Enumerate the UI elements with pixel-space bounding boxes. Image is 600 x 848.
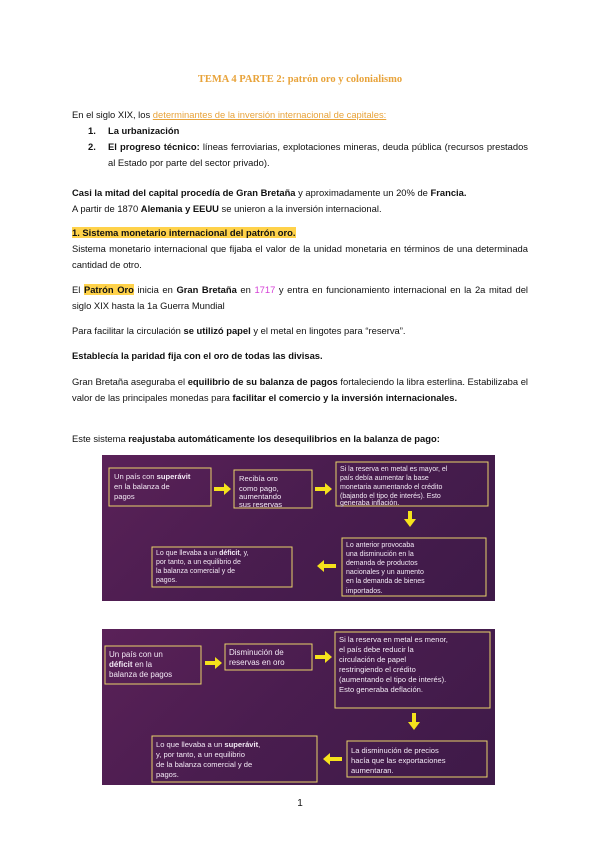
paragraph-origin: El Patrón Oro inicia en Gran Bretaña en 1717 y entra en funcionamiento internacional en la 2a mitad del siglo XIX hasta la 1a Guerra Mundial <box>72 284 529 311</box>
intro-paragraph <box>72 107 528 123</box>
arrow-down-icon <box>408 713 420 730</box>
diagram-text: Disminución de reservas en oro <box>229 648 285 667</box>
paragraph-definition: Sistema monetario internacional que fijaba el valor de la unidad monetaria en términos de una determinada cantidad de otro. <box>72 243 528 270</box>
arrow-right-icon <box>205 657 222 669</box>
paragraph-circulation: Para facilitar la circulación se utilizó papel y el metal en lingotes para “reserva”. <box>72 325 406 336</box>
section-heading: 1. Sistema monetario internacional del patrón oro. <box>72 227 296 238</box>
diagram-text: Lo que llevaba a un déficit, y, por tanto, a un equilibrio de la balanza comercial y de pagos. <box>156 550 249 584</box>
paragraph-capital: Casi la mitad del capital procedía de Gran Bretaña y aproximadamente un 20% de Francia. A partir de 1870 Alemania y EEUU se unieron a la inversión internacional. <box>72 187 467 214</box>
diagram-deficit <box>102 629 495 785</box>
diagram-surplus <box>102 455 495 601</box>
arrow-left-icon <box>323 753 342 765</box>
arrow-down-icon <box>404 511 416 527</box>
list-number: 1. <box>88 125 96 136</box>
list-item <box>88 123 528 139</box>
diagram-text: Si la reserva en metal es menor, el país debe reducir la circulación de papel restringiendo el crédito (aumentando el tipo de interés). Esto generaba deflación. <box>339 635 448 694</box>
paragraph-adjust: Este sistema reajustaba automáticamente los desequilibrios en la balanza de pago: <box>72 433 440 444</box>
diagram-text: Un país con un déficit en la balanza de pagos <box>109 650 173 679</box>
document-title: TEMA 4 PARTE 2: patrón oro y colonialismo <box>197 74 403 85</box>
arrow-left-icon <box>317 560 336 572</box>
diagram-text: Lo anterior provocaba una disminución en la demanda de productos nacionales y un aumento en la demanda de bienes importados. <box>346 542 425 595</box>
list-bold: El progreso técnico: <box>108 141 200 152</box>
list-item: 2. El progreso técnico: líneas ferroviarias, explotaciones mineras, deuda pública (recursos prestados al Estado por parte del sector privado). <box>88 141 528 168</box>
diagram-text: Recibía oro como pago, aumentando sus reservas <box>239 474 283 509</box>
paragraph-balance: Gran Bretaña aseguraba el equilibrio de su balanza de pagos fortaleciendo la libra esterlina. Estabilizaba el valor de las principales monedas para facilitar el comercio y la inversión internacionales. <box>72 376 528 403</box>
list-bold: La urbanización <box>108 125 180 136</box>
arrow-right-icon <box>315 651 332 663</box>
page-number: 1 <box>297 798 303 809</box>
intro-prefix: En el siglo XIX, los <box>72 109 153 120</box>
arrow-right-icon <box>214 483 231 495</box>
diagram-surplus-svg <box>102 455 495 601</box>
diagram-deficit-svg <box>102 629 495 785</box>
arrow-right-icon <box>315 483 332 495</box>
intro-link[interactable]: determinantes de la inversión internacional de capitales: <box>152 109 387 120</box>
diagram-text: Lo que llevaba a un superávit, y, por tanto, a un equilibrio de la balanza comercial y de pagos. <box>156 740 261 779</box>
paragraph-parity: Establecía la paridad fija con el oro de todas las divisas. <box>72 350 323 361</box>
diagram-text: Un país con superávit en la balanza de pagos <box>114 472 191 501</box>
list-number: 2. <box>88 141 96 152</box>
diagram-text: La disminución de precios hacía que las exportaciones aumentaran. <box>351 746 446 775</box>
diagram-text: Si la reserva en metal es mayor, el país debía aumentar la base monetaria aumentando el crédito (bajando el tipo de interés). Esto generaba inflación. <box>340 466 448 507</box>
